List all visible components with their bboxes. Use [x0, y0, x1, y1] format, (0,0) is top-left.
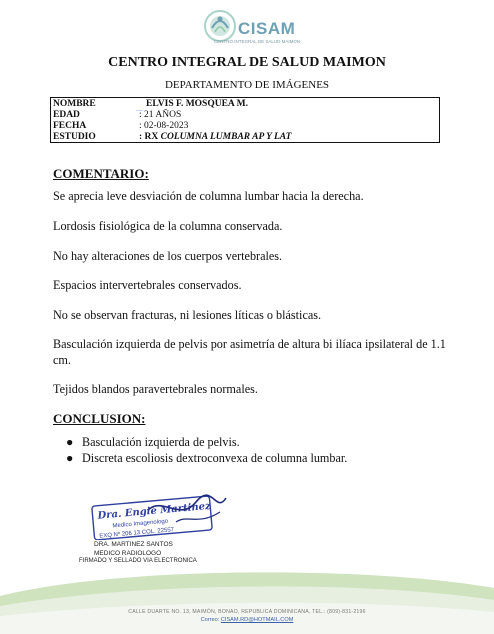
document-title: CENTRO INTEGRAL DE SALUD MAIMON	[108, 55, 386, 70]
study-type	[139, 132, 291, 142]
conclusion-text: Discreta escoliosis dextroconvexa de columna lumbar.	[82, 451, 348, 465]
comment-paragraph: Basculación izquierda de pelvis por asimetría de altura bi ilíaca ipsilateral de 1.1 cm.	[53, 337, 446, 367]
study-prefix: : RX	[139, 132, 161, 142]
info-label: ESTUDIO	[53, 132, 96, 142]
footer-address: CALLE DUARTE NO. 13, MAIMÓN, BONAO, REPUBLICA DOMINICANA, TEL.: (809)-831-2196	[128, 609, 366, 615]
info-label: FECHA	[53, 121, 87, 131]
department-name: DEPARTAMENTO DE IMÁGENES	[164, 79, 330, 91]
comment-paragraph: Se aprecia leve desviación de columna lumbar hacia la derecha.	[53, 189, 364, 203]
patient-info-box	[50, 97, 440, 143]
comment-paragraph: Lordosis fisiológica de la columna conservada.	[53, 219, 283, 233]
list-item	[66, 434, 347, 450]
stamp-title: Medico Imagenologo	[112, 518, 169, 530]
comment-paragraph: Tejidos blandos paravertebrales normales.	[53, 382, 258, 396]
bullet-icon: ●	[66, 435, 74, 449]
stamp-exequatur: EXQ Nº 206 13 COL. 22557	[99, 527, 175, 540]
signer-block	[94, 540, 173, 558]
patient-age: : 21 AÑOS	[139, 110, 182, 120]
study-date: : 02-08-2023	[139, 121, 189, 131]
comment-paragraph: No se observan fracturas, ni lesiones líticas o blásticas.	[53, 308, 322, 322]
conclusion-heading: CONCLUSION:	[53, 411, 146, 426]
comment-paragraph: No hay alteraciones de los cuerpos vertebrales.	[53, 249, 283, 263]
comentario-heading: COMENTARIO:	[53, 166, 149, 181]
study-name: COLUMNA LUMBAR AP Y LAT	[160, 132, 292, 142]
bullet-icon: ●	[66, 451, 74, 465]
signer-role: MEDICO RADIOLOGO	[94, 550, 162, 557]
logo-subtitle: CENTRO INTEGRAL DE SALUD MAIMON	[214, 39, 301, 44]
email-prefix: Correo:	[200, 617, 220, 623]
comment-paragraph: Espacios intervertebrales conservados.	[53, 278, 242, 292]
conclusion-list	[66, 434, 347, 466]
signer-name: DRA. MARTINEZ SANTOS	[94, 541, 173, 548]
spellcheck-mark: ﹏	[136, 104, 143, 112]
info-label: EDAD	[53, 110, 80, 120]
stamp-name: Dra. Engie Martinez	[97, 500, 212, 522]
info-label: NOMBRE	[53, 99, 96, 109]
footer-email-link[interactable]: CISAM.RD@HOTMAIL.COM	[220, 617, 294, 623]
patient-name: ELVIS F. MOSQUEA M.	[146, 99, 248, 109]
conclusion-text: Basculación izquierda de pelvis.	[82, 435, 240, 449]
logo-text: CISAM	[238, 19, 296, 38]
footer-wave-decoration	[0, 566, 494, 634]
signature-stamp-icon	[88, 492, 230, 540]
list-item	[66, 450, 347, 466]
signature-note: FIRMADO Y SELLADO VIA ELECTRONICA	[79, 558, 197, 564]
footer-email-line	[0, 617, 494, 623]
